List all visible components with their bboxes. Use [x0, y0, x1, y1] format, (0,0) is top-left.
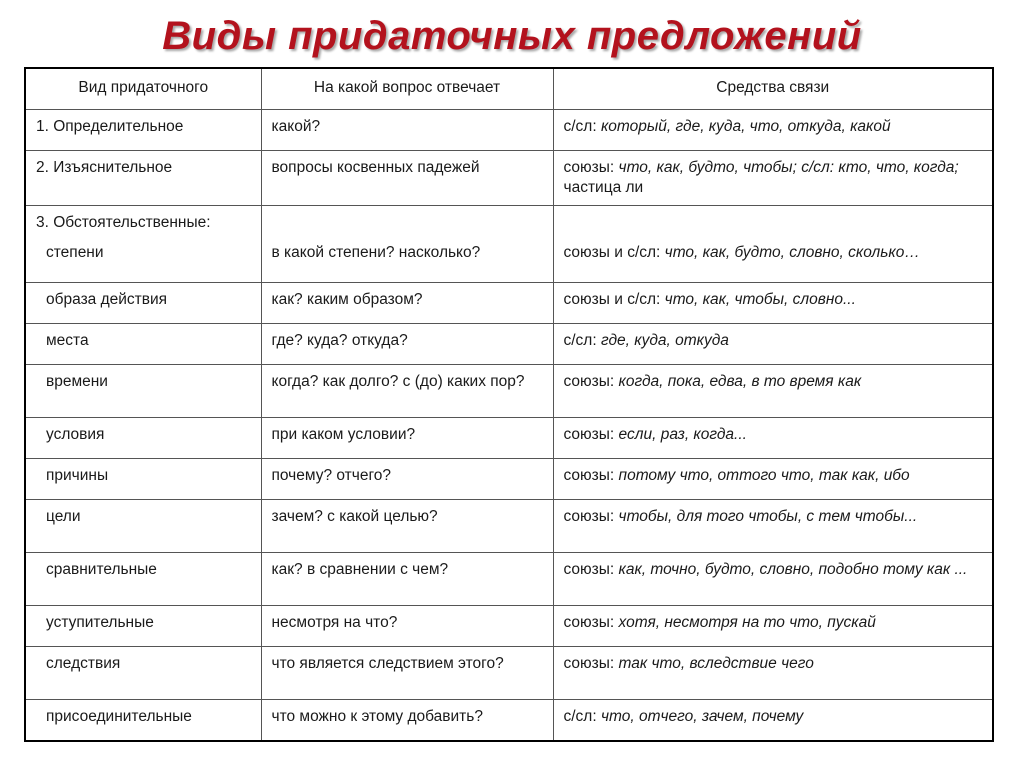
- means-cell: [553, 700, 993, 742]
- means-extra: частица ли: [563, 179, 644, 196]
- means-prefix: с/сл:: [563, 118, 597, 135]
- means-text: который, где, куда, что, откуда, какой: [600, 118, 891, 135]
- clause-type-cell: сравнительные: [25, 553, 261, 606]
- means-text: хотя, несмотря на то что, пускай: [618, 614, 876, 631]
- clause-type-cell: уступительные: [25, 606, 261, 647]
- means-prefix: союзы:: [563, 655, 615, 672]
- means-text: когда, пока, едва, в то время как: [618, 373, 862, 390]
- question-cell: какой?: [261, 110, 553, 151]
- table-row: [25, 110, 993, 151]
- table-row: [25, 151, 993, 206]
- means-text: что, как, чтобы, словно...: [664, 291, 856, 308]
- table-row: [25, 283, 993, 324]
- clause-type-cell: цели: [25, 500, 261, 553]
- table-row: [25, 459, 993, 500]
- means-cell: [553, 283, 993, 324]
- means-prefix: союзы и с/сл:: [563, 244, 661, 261]
- clause-type-cell: причины: [25, 459, 261, 500]
- table-row: [25, 206, 993, 283]
- question-cell: что является следствием этого?: [261, 647, 553, 700]
- means-text: потому что, оттого что, так как, ибо: [618, 467, 910, 484]
- clause-subtype: степени: [46, 244, 104, 261]
- clauses-table: [24, 67, 994, 742]
- means-cell: [553, 324, 993, 365]
- clauses-table-container: [24, 67, 992, 742]
- page-title: Виды придаточных предложений: [162, 14, 862, 58]
- clause-type-cell: места: [25, 324, 261, 365]
- means-text: если, раз, когда...: [618, 426, 747, 443]
- means-text: как, точно, будто, словно, подобно тому как ...: [618, 561, 968, 578]
- means-cell: [553, 206, 993, 283]
- question-cell: в какой степени? насколько?: [261, 206, 553, 283]
- table-row: [25, 606, 993, 647]
- means-prefix: союзы:: [563, 373, 615, 390]
- table-row: [25, 647, 993, 700]
- table-row: [25, 324, 993, 365]
- question-cell: почему? отчего?: [261, 459, 553, 500]
- means-text: что, отчего, зачем, почему: [600, 708, 804, 725]
- question-cell: несмотря на что?: [261, 606, 553, 647]
- means-cell: [553, 606, 993, 647]
- table-row: [25, 500, 993, 553]
- means-text: где, куда, откуда: [600, 332, 729, 349]
- header-clause-type: Вид придаточного: [25, 68, 261, 110]
- means-cell: [553, 553, 993, 606]
- means-cell: [553, 459, 993, 500]
- means-cell: [553, 418, 993, 459]
- means-cell: [553, 500, 993, 553]
- question-cell: как? каким образом?: [261, 283, 553, 324]
- clause-type-cell: 2. Изъяснительное: [25, 151, 261, 206]
- question-cell: как? в сравнении с чем?: [261, 553, 553, 606]
- question-cell: когда? как долго? с (до) каких пор?: [261, 365, 553, 418]
- means-prefix: союзы:: [563, 508, 615, 525]
- question-cell: что можно к этому добавить?: [261, 700, 553, 742]
- header-question: На какой вопрос отвечает: [261, 68, 553, 110]
- table-row: [25, 553, 993, 606]
- table-row: [25, 418, 993, 459]
- means-prefix: с/сл:: [563, 332, 597, 349]
- means-prefix: с/сл:: [563, 708, 597, 725]
- clause-type-cell: следствия: [25, 647, 261, 700]
- clause-type-cell: времени: [25, 365, 261, 418]
- clause-type-cell: 1. Определительное: [25, 110, 261, 151]
- means-cell: [553, 365, 993, 418]
- means-prefix: союзы:: [563, 467, 615, 484]
- means-text: что, как, будто, словно, сколько…: [664, 244, 920, 261]
- means-prefix: союзы:: [563, 561, 615, 578]
- means-text: так что, вследствие чего: [618, 655, 814, 672]
- means-prefix: союзы:: [563, 614, 615, 631]
- table-row: [25, 700, 993, 742]
- table-header-row: [25, 68, 993, 110]
- means-cell: [553, 110, 993, 151]
- means-cell: [553, 151, 993, 206]
- means-prefix: союзы и с/сл:: [563, 291, 661, 308]
- clause-type-cell: [25, 206, 261, 283]
- means-text: чтобы, для того чтобы, с тем чтобы...: [618, 508, 918, 525]
- means-text: что, как, будто, чтобы; с/сл: кто, что, когда;: [618, 159, 959, 176]
- question-cell: зачем? с какой целью?: [261, 500, 553, 553]
- means-prefix: союзы:: [563, 159, 615, 176]
- question-cell: при каком условии?: [261, 418, 553, 459]
- clause-group-heading: 3. Обстоятельственные:: [36, 214, 211, 231]
- means-cell: [553, 647, 993, 700]
- clause-type-cell: образа действия: [25, 283, 261, 324]
- header-means: Средства связи: [553, 68, 993, 110]
- table-row: [25, 365, 993, 418]
- clause-type-cell: условия: [25, 418, 261, 459]
- question-cell: вопросы косвенных падежей: [261, 151, 553, 206]
- clause-type-cell: присоединительные: [25, 700, 261, 742]
- question-cell: где? куда? откуда?: [261, 324, 553, 365]
- means-prefix: союзы:: [563, 426, 615, 443]
